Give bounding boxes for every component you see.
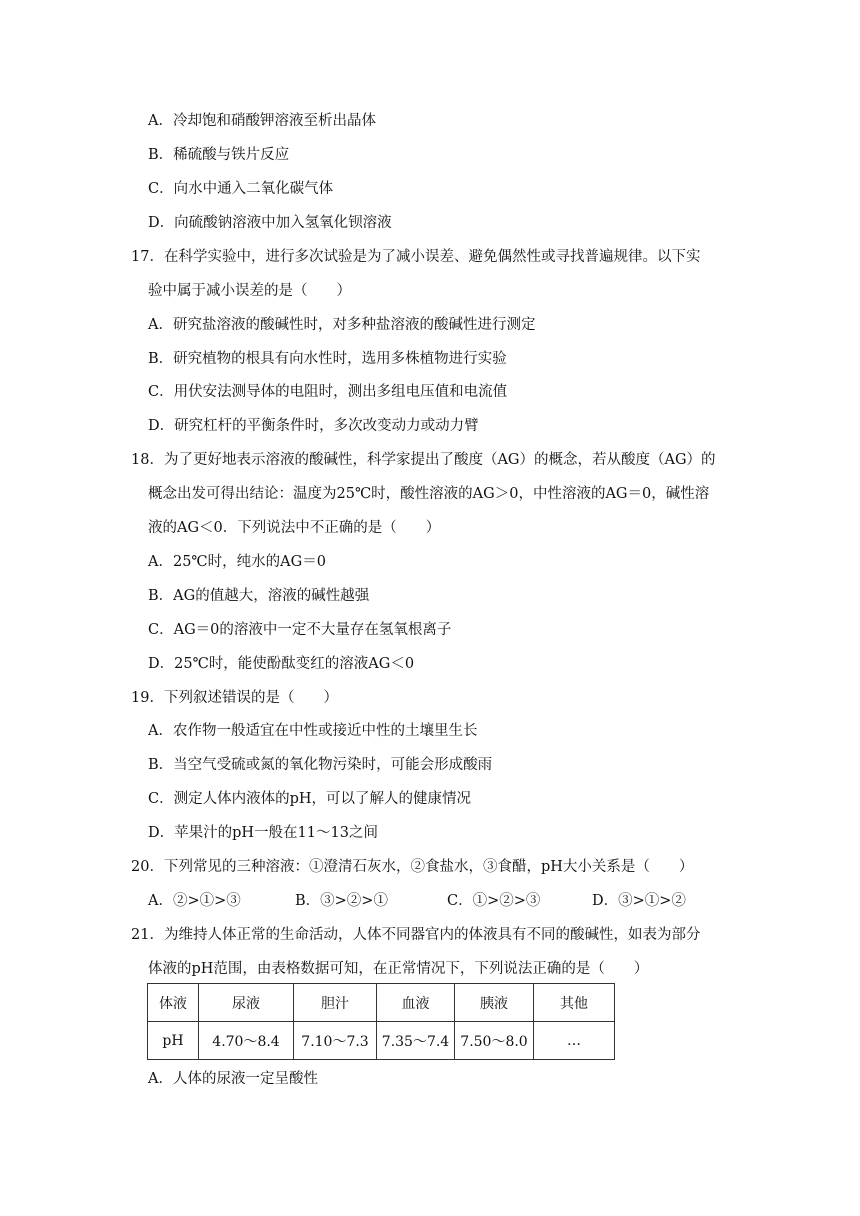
q16-option-d: D．向硫酸钠溶液中加入氢氧化钡溶液 [148, 215, 392, 231]
table-cell: 其他 [534, 984, 615, 1022]
q18-stem-line3: 液的AG＜0．下列说法中不正确的是（ ） [148, 520, 441, 536]
q19-option-d: D．苹果汁的pH一般在11～13之间 [148, 825, 378, 841]
q21-stem-line1: 21．为维持人体正常的生命活动，人体不同器官内的体液具有不同的酸碱性，如表为部分 [131, 927, 701, 943]
q19-option-b: B．当空气受硫或氮的氧化物污染时，可能会形成酸雨 [148, 757, 493, 773]
q18-option-a: A．25℃时，纯水的AG＝0 [148, 554, 326, 570]
table-cell: 7.35～7.4 [377, 1022, 455, 1060]
q21-stem-line2: 体液的pH范围，由表格数据可知，在正常情况下，下列说法正确的是（ ） [148, 961, 649, 977]
ph-table [147, 983, 615, 1060]
q16-option-b: B．稀硫酸与铁片反应 [148, 147, 290, 163]
q17-option-a: A．研究盐溶液的酸碱性时，对多种盐溶液的酸碱性进行测定 [148, 317, 536, 333]
table-header-row [148, 984, 615, 1022]
table-cell: 7.10～7.3 [294, 1022, 377, 1060]
q18-stem-line2: 概念出发可得出结论：温度为25℃时，酸性溶液的AG＞0，中性溶液的AG＝0，碱性溶 [148, 486, 710, 502]
q17-option-b: B．研究植物的根具有向水性时，选用多株植物进行实验 [148, 351, 507, 367]
table-cell: 血液 [377, 984, 455, 1022]
table-cell: 4.70～8.4 [199, 1022, 294, 1060]
q20-option-d: D．③>①>② [592, 893, 686, 909]
q20-option-b: B．③>②>① [295, 893, 388, 909]
table-cell: 7.50～8.0 [455, 1022, 534, 1060]
table-cell: pH [148, 1022, 199, 1060]
table-cell: … [534, 1022, 615, 1060]
q17-stem-line1: 17．在科学实验中，进行多次试验是为了减小误差、避免偶然性或寻找普遍规律。以下实 [131, 249, 701, 265]
q19-option-a: A．农作物一般适宜在中性或接近中性的土壤里生长 [148, 723, 478, 739]
q18-option-d: D．25℃时，能使酚酞变红的溶液AG＜0 [148, 656, 415, 672]
q20-stem: 20．下列常见的三种溶液：①澄清石灰水，②食盐水，③食醋，pH大小关系是（ ） [131, 859, 694, 875]
q17-stem-line2: 验中属于减小误差的是（ ） [148, 283, 351, 299]
q17-option-c: C．用伏安法测导体的电阻时，测出多组电压值和电流值 [148, 384, 508, 400]
q18-option-b: B．AG的值越大，溶液的碱性越强 [148, 588, 370, 604]
q16-option-a: A．冷却饱和硝酸钾溶液至析出晶体 [148, 113, 376, 129]
q19-stem: 19．下列叙述错误的是（ ） [131, 690, 338, 706]
q18-option-c: C．AG＝0的溶液中一定不大量存在氢氧根离子 [148, 622, 452, 638]
q18-stem-line1: 18．为了更好地表示溶液的酸碱性，科学家提出了酸度（AG）的概念，若从酸度（AG）的 [131, 452, 716, 468]
table-cell: 体液 [148, 984, 199, 1022]
table-cell: 胰液 [455, 984, 534, 1022]
q17-option-d: D．研究杠杆的平衡条件时，多次改变动力或动力臂 [148, 418, 479, 434]
q20-option-c: C．①>②>③ [447, 893, 541, 909]
q19-option-c: C．测定人体内液体的pH，可以了解人的健康情况 [148, 791, 472, 807]
q21-option-a: A．人体的尿液一定呈酸性 [148, 1071, 318, 1087]
table-cell: 胆汁 [294, 984, 377, 1022]
q16-option-c: C．向水中通入二氧化碳气体 [148, 181, 334, 197]
q20-option-a: A．②>①>③ [148, 893, 241, 909]
table-row [148, 1022, 615, 1060]
table-cell: 尿液 [199, 984, 294, 1022]
